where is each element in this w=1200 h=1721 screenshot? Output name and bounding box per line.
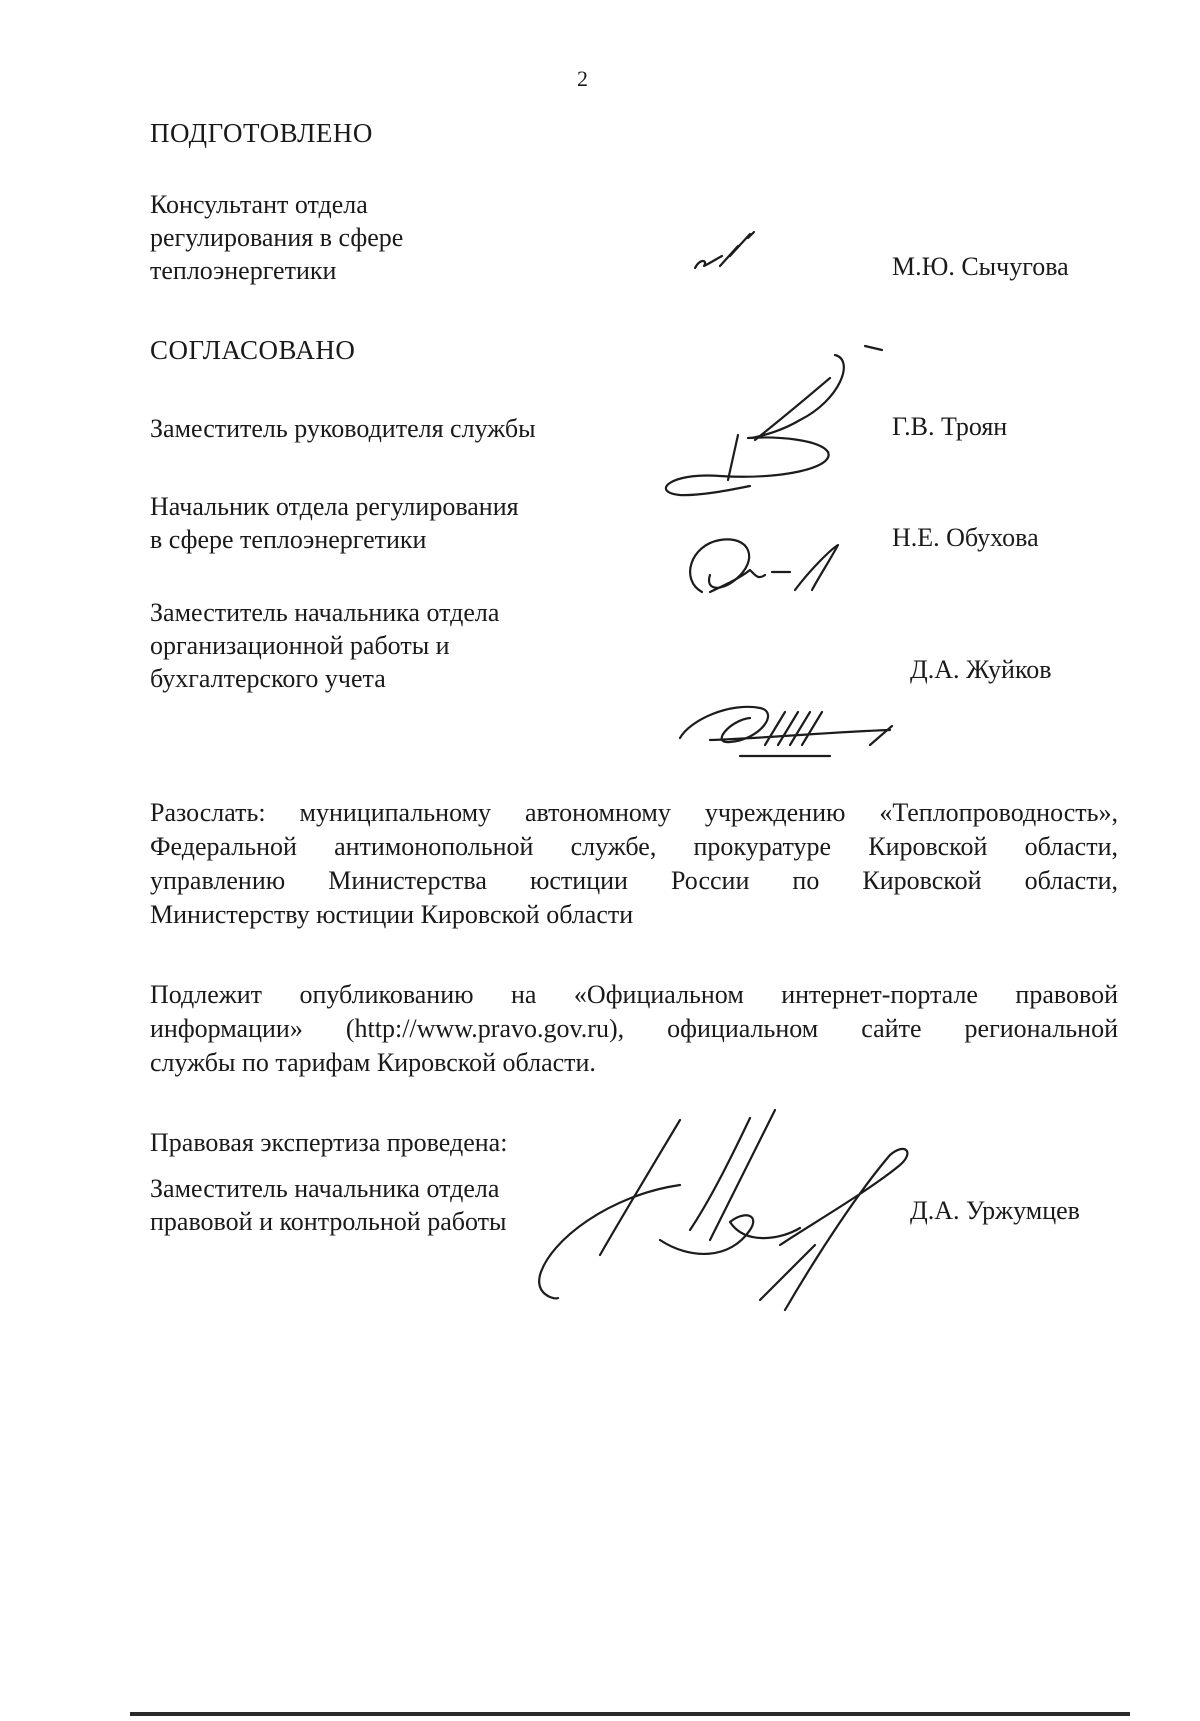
signature-sychugova [690,228,770,288]
prepared-position [150,188,403,287]
signature-obukhova [680,530,860,610]
prepared-name: М.Ю. Сычугова [892,252,1069,281]
agreed-name-1: Г.В. Троян [892,412,1008,441]
signature-zhuykov [670,690,900,760]
distribution-line: Разослать: муниципальному автономному учреждению «Теплопроводность», [150,798,1118,827]
publication-line: службы по тарифам Кировской области. [150,1048,596,1077]
publication-paragraph [150,978,1118,1080]
position-line: в сфере теплоэнергетики [150,525,427,554]
page-number: 2 [577,66,588,91]
distribution-line: Министерству юстиции Кировской области [150,900,634,929]
position-line: организационной работы и [150,631,450,660]
agreed-position-1: Заместитель руководителя службы [150,414,536,443]
position-line: Заместитель начальника отдела [150,1174,500,1203]
agreed-name-2: Н.Е. Обухова [892,523,1039,552]
signature-urzhumtsev [530,1110,950,1330]
position-line: теплоэнергетики [150,256,337,285]
position-line: правовой и контрольной работы [150,1207,507,1236]
agreed-name-3: Д.А. Жуйков [910,655,1052,684]
agreed-heading: СОГЛАСОВАНО [150,335,356,365]
position-line: Заместитель начальника отдела [150,598,500,627]
distribution-line: управлению Министерства юстиции России по Кировской области, [150,866,1118,895]
publication-line: информации» (http://www.pravo.gov.ru), официальном сайте региональной [150,1014,1118,1043]
signature-troyan [660,340,900,520]
distribution-paragraph [150,796,1118,932]
position-line: регулирования в сфере [150,223,404,252]
position-line: бухгалтерского учета [150,664,386,693]
publication-line: Подлежит опубликованию на «Официальном интернет-портале правовой [150,980,1118,1009]
bottom-rule [130,1712,1130,1716]
prepared-heading: ПОДГОТОВЛЕНО [150,118,373,148]
agreed-position-3 [150,596,499,695]
agreed-position-2 [150,490,519,556]
position-line: Начальник отдела регулирования [150,492,519,521]
legal-review-heading: Правовая экспертиза проведена: [150,1128,508,1157]
legal-review-position [150,1172,506,1238]
distribution-line: Федеральной антимонопольной службе, прокуратуре Кировской области, [150,832,1118,861]
position-line: Консультант отдела [150,190,368,219]
legal-review-name: Д.А. Уржумцев [910,1196,1080,1225]
